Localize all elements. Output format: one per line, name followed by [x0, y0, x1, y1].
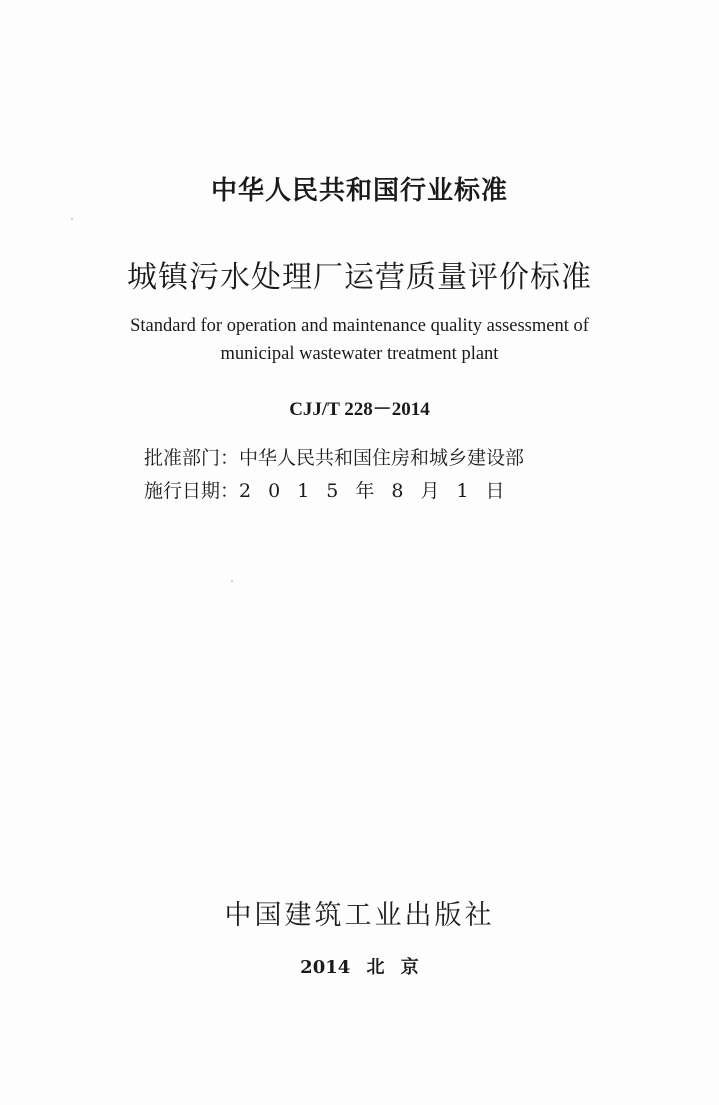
effective-date-value: 2015年8月1日	[239, 480, 522, 502]
publisher: 中国建筑工业出版社	[224, 900, 495, 931]
effective-date-row	[144, 476, 522, 503]
approval-value: 中华人民共和国住房和城乡建设部	[239, 447, 525, 469]
scan-speck	[71, 218, 73, 220]
effective-date-label: 施行日期：	[144, 480, 240, 502]
standard-title-chinese: 城镇污水处理厂运营质量评价标准	[127, 260, 592, 295]
scan-speck	[231, 580, 233, 582]
industry-standard-heading: 中华人民共和国行业标准	[210, 176, 508, 206]
standard-title-english-line1: Standard for operation and maintenance quality assessment of	[130, 316, 589, 336]
approval-row	[144, 443, 524, 470]
approval-label: 批准部门：	[144, 447, 240, 469]
publication-place-year: 2014 北 京	[300, 957, 419, 978]
standard-title-english-line2: municipal wastewater treatment plant	[220, 344, 499, 364]
standard-code: CJJ/T 228－2014	[289, 399, 430, 420]
